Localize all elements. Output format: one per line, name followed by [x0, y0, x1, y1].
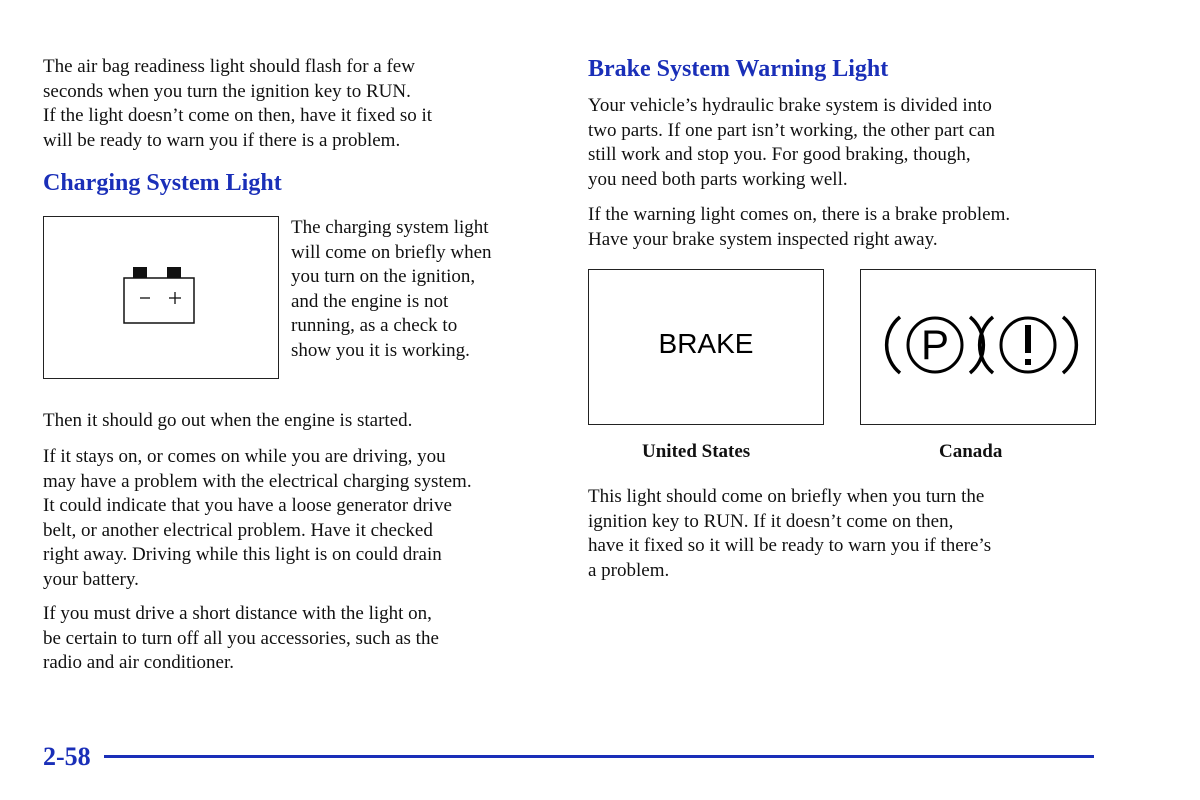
battery-icon — [43, 216, 279, 379]
caption-canada: Canada — [939, 441, 1003, 462]
charging-light-icon-box — [43, 216, 279, 379]
airbag-readiness-paragraph: The air bag readiness light should flash for a few seconds when you turn the ignition key to RUN. If the light doesn’t come on then, have it fixed so it will be ready to warn you if there is a problem. — [43, 56, 433, 151]
hydraulic-system-paragraph: Your vehicle’s hydraulic brake system is divided into two parts. If one part isn’t working, the other part can still work and stop you. For good braking, though, you need both parts working well. — [588, 95, 995, 190]
caption-united-states: United States — [642, 441, 751, 462]
footer-rule — [104, 755, 1094, 758]
brake-warning-heading: Brake System Warning Light — [588, 56, 889, 82]
charging-light-description: The charging system light will come on briefly when you turn on the ignition, and the engine is not running, as a check to show you it is working. — [291, 217, 492, 361]
page-number: 2-58 — [43, 742, 91, 771]
short-distance-paragraph: If you must drive a short distance with the light on, be certain to turn off all you accessories, such as the radio and air conditioner. — [43, 603, 439, 673]
warning-light-paragraph: If the warning light comes on, there is a brake problem. Have your brake system inspected right away. — [588, 204, 1011, 250]
engine-started-paragraph: Then it should go out when the engine is started. — [43, 410, 413, 431]
brake-light-briefly-paragraph: This light should come on briefly when you turn the ignition key to RUN. If it doesn’t come on then, have it fixed so it will be ready to warn you if there’s a problem. — [588, 486, 992, 581]
brake-us-icon-box — [588, 269, 824, 425]
parking-brake-warning-icon — [860, 269, 1096, 425]
charging-system-heading: Charging System Light — [43, 170, 282, 196]
stays-on-paragraph: If it stays on, or comes on while you are driving, you may have a problem with the electrical charging system. It could indicate that you have a loose generator drive belt, or another electrical problem. Have it checked right away. Driving while this light is on could drain your battery. — [43, 446, 472, 590]
brake-canada-icon-box — [860, 269, 1096, 425]
svg-text:P: P — [920, 320, 949, 368]
brake-text-icon: BRAKE — [658, 328, 754, 359]
